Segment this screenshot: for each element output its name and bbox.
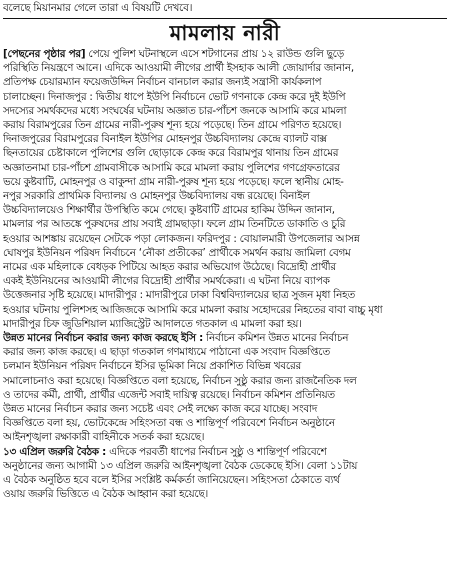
article-line: মামলার পর আতঙ্কে পুরুষদের প্রায় সবাই গ্রামছাড়া। ফলে গ্রাম তিনটিতে ডাকাতি ও চুরি xyxy=(3,218,346,231)
article-line: অজ্ঞাতনামা চার-পাঁচশ গ্রামবাসীকে আসামি করে মামলা করায় পুলিশের গণগ্রেফতারের xyxy=(3,161,340,174)
article-line: ও তাদের কর্মী, প্রার্থী, প্রার্থীর এজেন্ট সবাই দায়িত্ব রয়েছে। নির্বাচন কমিশন প্রতিনিয়ত xyxy=(3,388,335,401)
article-line: একই ইউনিয়নের আওয়ামী লীগের বিদ্রোহী প্রার্থীর সমর্থকেরা। এ ঘটনা নিয়ে ব্যাপক xyxy=(3,275,330,288)
article-line: মাদারীপুর চিফ জুডিশিয়াল ম্যাজিস্ট্রেট আদালতে গতকাল এ মামলা করা হয়। xyxy=(3,317,302,330)
article-line: পরিস্থিতি নিয়ন্ত্রণে আনে। এদিকে আওয়ামী লীগের প্রার্থী ইসহাক আলী জোয়ার্দার জানান, xyxy=(3,62,354,75)
article-line: সদস্যের সমর্থকদের মধ্যে সংঘর্ষের ঘটনায় অজ্ঞাত চার-পাঁচশ জনকে আসামি করে মামলা xyxy=(3,104,347,117)
article-line: ১৩ এপ্রিল জরুরি বৈঠক : এদিকে পরবর্তী ধাপের নির্বাচন সুষ্ঠু ও শান্তিপূর্ণ পরিবেশে xyxy=(3,445,327,458)
article-line: এ বৈঠক অনুষ্ঠিত হবে বলে ইসির সংশ্লিষ্ট কর্মকর্তা জানিয়েছেন। সহিংসতা ঠেকাতে ব্যর্থ xyxy=(3,474,340,487)
article-line: অনুষ্ঠানের জন্য আগামী ১৩ এপ্রিল জরুরি আইনশৃঙ্খলা বৈঠক ডেকেছে ইসি। বেলা ১১টায় xyxy=(3,459,358,472)
article-line: নপুর সরকারি প্রাথমিক বিদ্যালয় ও মোহনপুর উচ্চবিদ্যালয় বন্ধ রয়েছে। বিনাইল xyxy=(3,190,310,203)
article-line: উত্তেজনার সৃষ্টি হয়েছে। মাদারীপুর : মাদারীপুরে ঢাকা বিশ্ববিদ্যালয়ের ছাত্র সুজন মৃধা নিহত xyxy=(3,289,355,302)
article-line: হওয়ার আশঙ্কায় রয়েছেন সেটকে পড়া লোকজন। ফরিদপুর : বোয়ালমারী উপজেলার আসন্ন xyxy=(3,232,360,245)
article-line: নামের এক মহিলাকে বেধড়ক পিটিয়ে আহত করার অভিযোগ উঠেছে। বিদ্রোহী প্রার্থীর xyxy=(3,261,336,274)
headline: মামলায় নারী xyxy=(169,21,281,45)
paragraph-1 xyxy=(3,47,447,331)
article-line: উচ্চবিদ্যালয়েও শিক্ষার্থীর উপস্থিতি কমে গেছে। কুষ্টবাটি গ্রামের হাকিম উদ্দিন জানান, xyxy=(3,204,335,217)
article-line: আইনশৃঙ্খলা রক্ষাকারী বাহিনীকে সতর্ক করা হয়েছে। xyxy=(3,431,205,444)
article-line: সমালোচনাও করা হয়েছে। বিজ্ঞপ্তিতে বলা হয়েছে, নির্বাচন সুষ্ঠু করার জন্য রাজনৈতিক দল xyxy=(3,374,357,387)
article-line: ছিনতায়ের চেষ্টাকালে পুলিশের গুলি ছোড়াকে কেন্দ্র করে বিরামপুর থানায় তিন গ্রামের xyxy=(3,147,339,160)
article-line: বিজ্ঞপ্তিতে বলা হয়, ভোটকেন্দ্রে সহিংসতা বন্ধ ও শান্তিপূর্ণ পরিবেশে নির্বাচন অনুষ্ঠানে xyxy=(3,417,335,430)
article-line: ভয়ে কুষ্টবাটি, মোহনপুর ও বাকুন্দা গ্রাম নারী-পুরুষ শূন্য হয়ে পড়েছে। ফলে স্থানীয় মোহ- xyxy=(3,175,344,188)
paragraph-3 xyxy=(3,445,447,502)
article-line: করার জন্য কাজ করছে। এ ছাড়া গতকাল গণমাধ্যমে পাঠানো এক সংবাদ বিজ্ঞপ্তিতে xyxy=(3,346,330,359)
article-line: চলমান ইউনিয়ন পরিষদ নির্বাচনে ইসির ভূমিকা নিয়ে প্রকাশিত বিভিন্ন খবরের xyxy=(3,360,301,373)
article-line: [পেছনের পৃষ্ঠার পর] পেয়ে পুলিশ ঘটনাস্থলে এসে শটগানের প্রায় ১২ রাউন্ড গুলি ছুড়ে xyxy=(3,48,344,60)
article-line: দিনাজপুরের বিরামপুরের বিনাইল ইউপির মোহনপুর উচ্চবিদ্যালয় কেন্দ্রে ব্যালট বাক্স xyxy=(3,133,327,146)
article-line: ওয়ায় জরুরি ভিত্তিতে এ বৈঠক আহ্বান করা হয়েছে। xyxy=(3,488,209,501)
article-line: ঘোষপুর ইউনিয়ন পরিষদ নির্বাচনে ‘নৌকা প্রতীকের’ প্রার্থীকে সমর্থন করায় জামিলা বেগম xyxy=(3,246,351,259)
lead-text: উন্নত মানের নির্বাচন করার জন্য কাজ করছে ইসি : xyxy=(3,332,203,345)
lead-text: [পেছনের পৃষ্ঠার পর] xyxy=(3,48,86,60)
article-line: চালাচ্ছেন। দিনাজপুর : দ্বিতীয় ধাপে ইউপি নির্বাচনে ভোট গণনাকে কেন্দ্র করে দুই ইউপি xyxy=(3,90,346,103)
article-line: করায় বিরামপুরের তিন গ্রামের নারী-পুরুষ শূন্য হয়ে পড়েছে। তিন গ্রামে পরিণত হয়েছে। xyxy=(3,119,342,132)
article-line: উন্নত মানের নির্বাচন করার জন্য কাজ করছে ইসি : নির্বাচন কমিশন উন্নত মানের নির্বাচন xyxy=(3,332,349,345)
article-line: হওয়ার ঘটনায় পুলিশসহ আজিজকে আসামি করে মামলা করায় সহোদরের নিহতের বাবা বাচ্চু মৃধা xyxy=(3,303,383,316)
top-text: বলেছে মিয়ানমার গেলে তারা এ বিষয়টি দেখবে। xyxy=(3,2,193,14)
article-line: প্রতিপক্ষ চেয়ারম্যান ফয়েজউদ্দিন নির্বাচন বানচাল করার জন্যই সন্ত্রাসী কার্যকলাপ xyxy=(3,76,322,89)
article-line: উন্নত মানের নির্বাচন করার জন্য সচেষ্ট এবং সেই লক্ষ্যে কাজ করে যাচ্ছে। সংবাদ xyxy=(3,403,318,416)
paragraph-2 xyxy=(3,331,447,445)
lead-text: ১৩ এপ্রিল জরুরি বৈঠক : xyxy=(3,445,107,458)
